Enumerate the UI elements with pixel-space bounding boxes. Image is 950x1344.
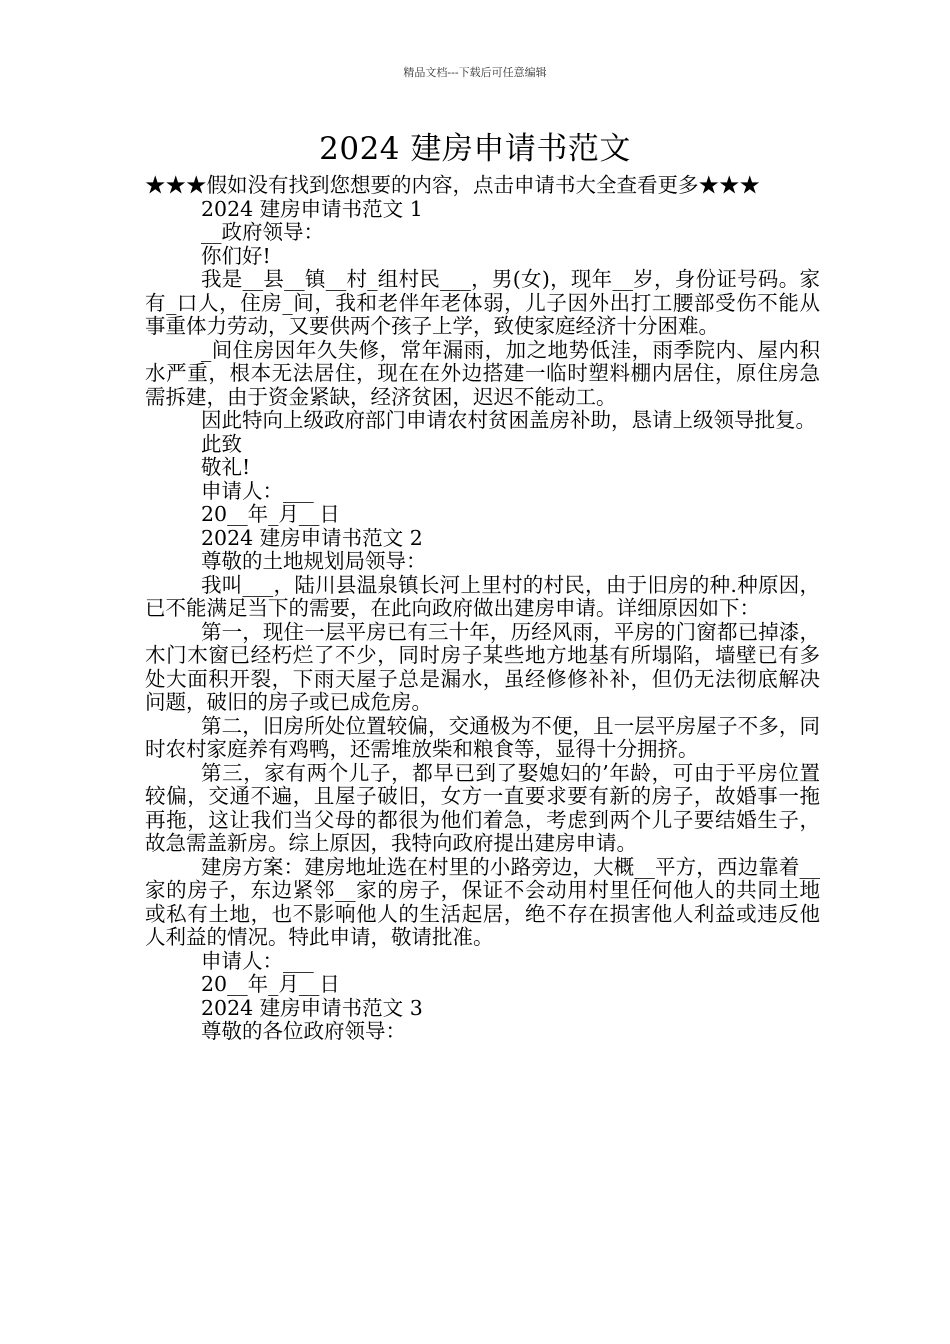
- section-heading-1: 2024 建房申请书范文 1: [201, 196, 423, 221]
- header-note: 精品文档---下载后可任意编辑: [403, 66, 547, 79]
- body-paragraph: 因此特向上级政府部门申请农村贫困盖房补助，恳请上级领导批复。: [201, 408, 816, 432]
- closing: 此致: [201, 431, 242, 456]
- body-paragraph: 第二，旧房所处位置较偏，交通极为不便，且一层平房屋子不多，同时农村家庭养有鸡鸭，还需堆放柴和粮食等，显得十分拥挤。: [145, 713, 820, 761]
- body-paragraph: 我叫___，陆川县温泉镇长河上里村的村民，由于旧房的种.种原因，已不能满足当下的需要，在此向政府做出建房申请。详细原因如下：: [145, 572, 820, 620]
- intro-link-text[interactable]: ★★★假如没有找到您想要的内容，点击申请书大全查看更多★★★: [145, 173, 760, 197]
- greeting: 你们好!: [201, 243, 271, 268]
- salutation: 尊敬的土地规划局领导：: [201, 549, 427, 573]
- salutation: 尊敬的各位政府领导：: [201, 1019, 406, 1043]
- date-line: 20__年_月__日: [201, 502, 340, 526]
- salutation: __政府领导：: [201, 220, 324, 244]
- body-paragraph: 我是__县__镇__村_组村民___，男(女)，现年__岁，身份证号码。家有_口人，住房_间，我和老伴年老体弱，儿子因外出打工腰部受伤不能从事重体力劳动，又要供两个孩子上学，致使家庭经济十分困难。: [145, 267, 820, 338]
- body-paragraph: 建房方案：建房地址选在村里的小路旁边，大概__平方，西边靠着__家的房子，东边紧邻__家的房子，保证不会动用村里任何他人的共同土地或私有土地，也不影响他人的生活起居，绝不存在损害他人利益或违反他人利益的情况。特此申请，敬请批准。: [145, 854, 820, 949]
- applicant-signature: 申请人：___: [201, 948, 314, 973]
- document-body: [145, 174, 820, 1044]
- date-line: 20__年_月__日: [201, 972, 340, 996]
- body-paragraph: 第三，家有两个儿子，都早已到了娶媳妇的’年龄，可由于平房位置较偏，交通不遍，且屋子破旧，女方一直要求要有新的房子，故婚事一拖再拖，这让我们当父母的都很为他们着急，考虑到两个儿子要结婚生子，故急需盖新房。综上原因，我特向政府提出建房申请。: [145, 760, 820, 855]
- document-title: 2024 建房申请书范文: [319, 131, 631, 167]
- closing: 敬礼!: [201, 455, 251, 479]
- body-paragraph: 第一，现住一层平房已有三十年，历经风雨，平房的门窗都已掉漆，木门木窗已经朽烂了不少，同时房子某些地方地基有所塌陷，墙壁已有多处大面积开裂，下雨天屋子总是漏水，虽经修修补补，但仍无法彻底解决问题，破旧的房子或已成危房。: [145, 619, 820, 714]
- section-heading-2: 2024 建房申请书范文 2: [201, 525, 423, 550]
- applicant-signature: 申请人：___: [201, 478, 314, 503]
- section-heading-3: 2024 建房申请书范文 3: [201, 995, 423, 1020]
- body-paragraph: _间住房因年久失修，常年漏雨，加之地势低洼，雨季院内、屋内积水严重，根本无法居住，现在在外边搭建一临时塑料棚内居住，原住房急需拆建，由于资金紧缺，经济贫困，迟迟不能动工。: [145, 337, 820, 409]
